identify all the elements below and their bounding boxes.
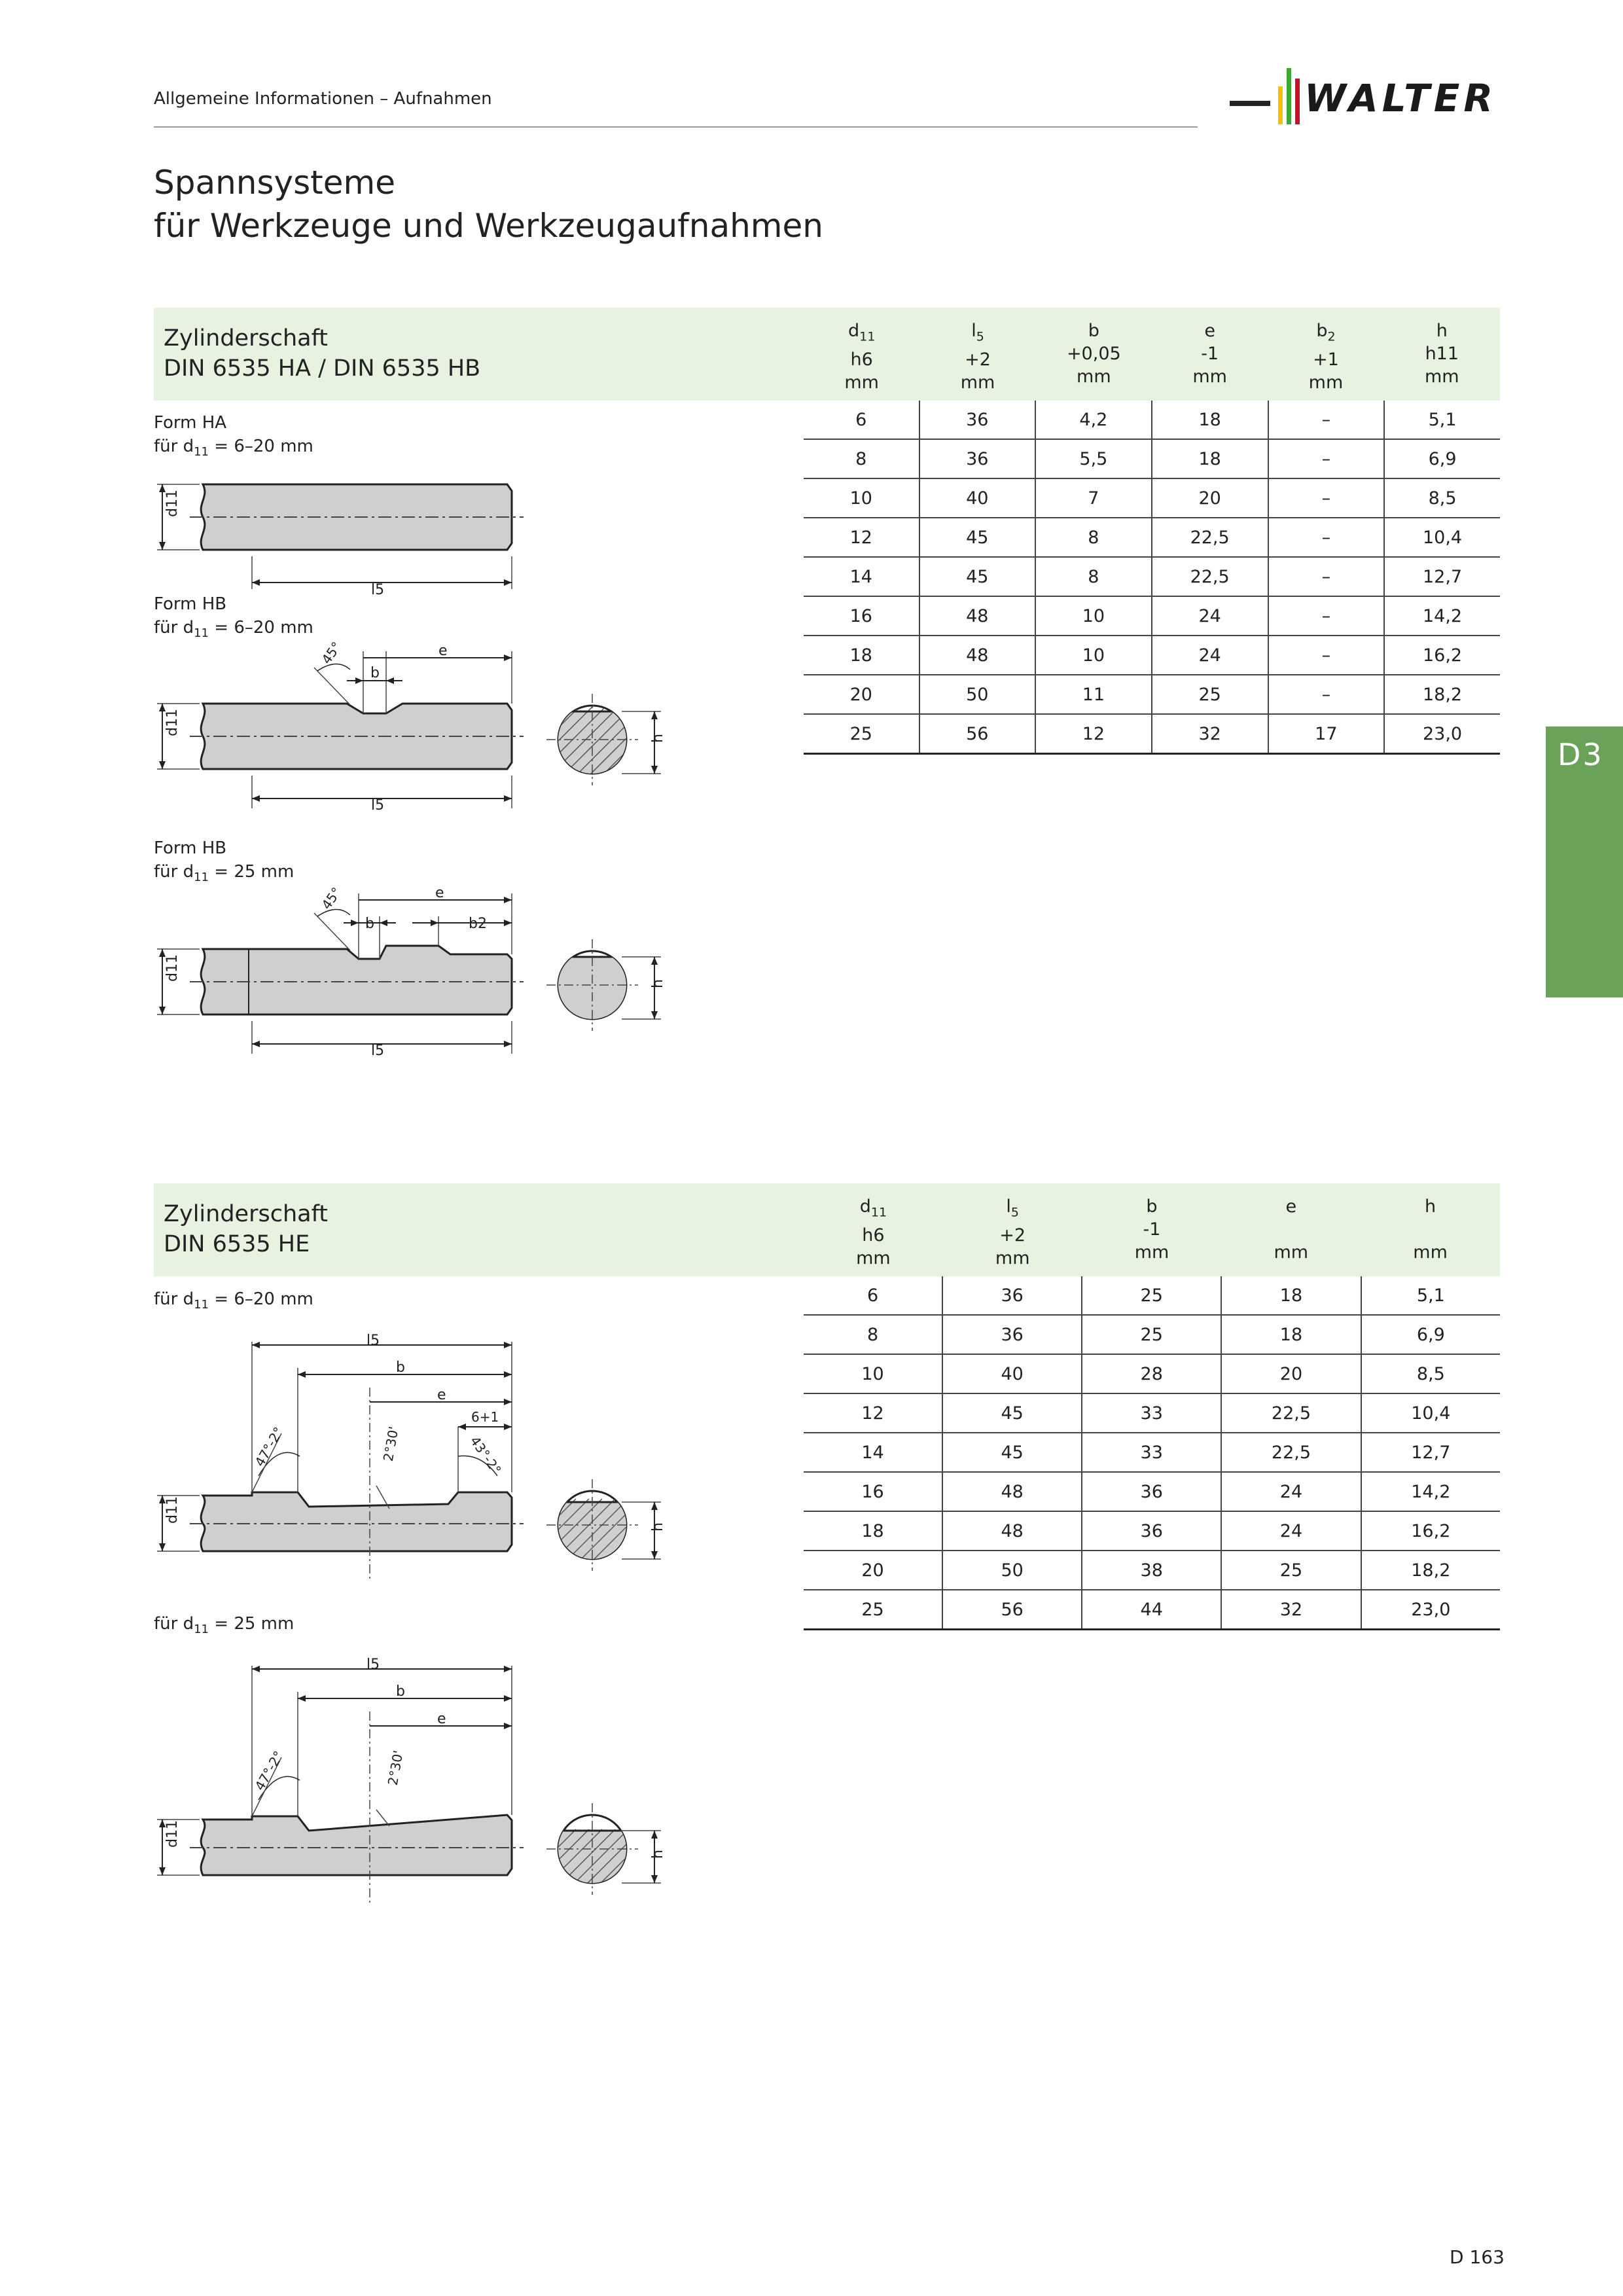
label-d11: d11 [164, 1496, 181, 1524]
column-header [1152, 319, 1268, 394]
column-symbol: b [1146, 1196, 1158, 1217]
column-unit: mm [844, 372, 879, 393]
column-tolerance: h6 [850, 350, 873, 370]
table-row [804, 1551, 1500, 1590]
table-cell: 10 [804, 478, 919, 518]
column-symbol: $d_{11}$ [848, 321, 876, 344]
table-row [804, 439, 1500, 478]
drawing-form-hb-25 [151, 877, 687, 1060]
side-tab-d3 [1546, 726, 1623, 997]
table-cell: 12 [804, 1393, 942, 1433]
column-unit: mm [1192, 367, 1227, 387]
column-symbol: h [1425, 1196, 1436, 1217]
table-cell: 5,1 [1384, 401, 1500, 439]
table-row [804, 636, 1500, 675]
column-symbol: e [1204, 321, 1215, 341]
table-cell: 7 [1035, 478, 1152, 518]
caption-range: für $d_{11} = 6-20$ mm [154, 1289, 313, 1312]
column-tolerance [1361, 1218, 1500, 1241]
table-cell: 18 [804, 636, 919, 675]
column-unit: mm [856, 1248, 891, 1269]
caption-form-ha [154, 411, 313, 464]
table-row [804, 1393, 1500, 1433]
table-cell: 38 [1082, 1551, 1221, 1590]
caption-range: für $d_{11} = 6-20$ mm [154, 618, 313, 641]
table-cell: 22,5 [1152, 557, 1268, 596]
label-b: b [370, 665, 380, 681]
caption-form-label: Form HB [154, 594, 227, 614]
label-e: e [437, 1711, 446, 1727]
table-cell: 50 [919, 675, 1036, 714]
table-row [804, 1276, 1500, 1315]
logo-stripe-yellow [1278, 86, 1283, 124]
table-cell: 23,0 [1384, 714, 1500, 754]
table-cell: 24 [1152, 596, 1268, 636]
table-cell: 28 [1082, 1354, 1221, 1393]
column-header [804, 319, 919, 394]
column-symbol: e [1285, 1196, 1297, 1217]
label-h: h [650, 734, 666, 743]
table-cell: 36 [1082, 1472, 1221, 1511]
table-cell: 40 [919, 478, 1036, 518]
table-cell: 25 [1152, 675, 1268, 714]
table-cell: 22,5 [1221, 1393, 1361, 1433]
table-cell: – [1268, 675, 1385, 714]
table-cell: 18,2 [1361, 1551, 1500, 1590]
title-line-2: für Werkzeuge und Werkzeugaufnahmen [154, 207, 823, 245]
label-d11: d11 [164, 1820, 181, 1848]
table-cell: 45 [919, 557, 1036, 596]
label-angle47: 47°-2° [251, 1748, 287, 1793]
label-d11: d11 [164, 954, 181, 982]
table-cell: 23,0 [1361, 1590, 1500, 1630]
table-cell: 18 [804, 1511, 942, 1551]
table-cell: 14,2 [1384, 596, 1500, 636]
table-cell: 32 [1152, 714, 1268, 754]
table-cell: 12,7 [1361, 1433, 1500, 1472]
page-number: D 163 [1450, 2246, 1505, 2268]
column-header [1221, 1195, 1361, 1270]
table-cell: 6,9 [1361, 1315, 1500, 1354]
column-header [1036, 319, 1152, 394]
table-row [804, 518, 1500, 557]
logo-stripe-red [1295, 79, 1300, 124]
column-symbol: h [1436, 321, 1448, 341]
drawing-form-ha [151, 465, 543, 596]
column-tolerance: +1 [1313, 350, 1339, 370]
table-cell: – [1268, 439, 1385, 478]
table-row [804, 1315, 1500, 1354]
table-cell: 12 [1035, 714, 1152, 754]
column-symbol: b [1088, 321, 1099, 341]
table-cell: 22,5 [1221, 1433, 1361, 1472]
table-row [804, 1511, 1500, 1551]
table-cell: 20 [1221, 1354, 1361, 1393]
table-cell: 25 [804, 714, 919, 754]
column-unit: mm [960, 372, 995, 393]
drawing-he-6-20 [151, 1329, 687, 1590]
table-cell: 22,5 [1152, 518, 1268, 557]
table-cell: 24 [1221, 1472, 1361, 1511]
column-header [1082, 1195, 1222, 1270]
table-cell: 45 [942, 1393, 1082, 1433]
table-row [804, 1590, 1500, 1630]
table-cell: 48 [919, 636, 1036, 675]
table-cell: 18 [1221, 1276, 1361, 1315]
table-row [804, 596, 1500, 636]
section2-table [804, 1276, 1500, 1630]
table-cell: 6 [804, 1276, 942, 1315]
table-cell: 8 [804, 1315, 942, 1354]
caption-he-6-20 [154, 1287, 313, 1317]
table-cell: 25 [1082, 1276, 1221, 1315]
table-cell: – [1268, 596, 1385, 636]
table-cell: 50 [942, 1551, 1082, 1590]
breadcrumb: Allgemeine Informationen – Aufnahmen [154, 89, 492, 109]
label-e: e [437, 1387, 446, 1403]
label-angle45: 45° [318, 884, 345, 913]
section1-table [804, 401, 1500, 755]
caption-range: für $d_{11} = 25$ mm [154, 862, 294, 885]
table-cell: 25 [804, 1590, 942, 1630]
label-d11: d11 [164, 490, 181, 517]
label-e: e [438, 643, 448, 659]
label-b: b [365, 916, 374, 932]
column-tolerance: h11 [1425, 344, 1459, 364]
table-cell: 8,5 [1384, 478, 1500, 518]
logo-bar-left [1230, 101, 1270, 106]
label-e: e [435, 885, 444, 901]
table-cell: 18 [1152, 401, 1268, 439]
table-cell: 8 [1035, 557, 1152, 596]
table-cell: 36 [942, 1315, 1082, 1354]
table-cell: 10 [1035, 636, 1152, 675]
label-d11: d11 [164, 709, 181, 736]
section1-title-line1: Zylinderschaft [164, 325, 328, 351]
column-header [943, 1195, 1082, 1270]
label-l5: l5 [371, 582, 385, 596]
table-cell: 20 [804, 1551, 942, 1590]
table-cell: 14,2 [1361, 1472, 1500, 1511]
section1-title [164, 323, 480, 384]
label-b: b [396, 1359, 405, 1376]
column-header [804, 1195, 943, 1270]
side-tab-label: D3 [1558, 737, 1604, 772]
section2-title [164, 1199, 328, 1259]
label-h: h [650, 1522, 666, 1532]
label-b2: b2 [469, 916, 487, 932]
title-line-1: Spannsysteme [154, 164, 396, 202]
column-unit: mm [1413, 1242, 1448, 1263]
table-cell: 18 [1152, 439, 1268, 478]
table-cell: 45 [919, 518, 1036, 557]
table-cell: 14 [804, 557, 919, 596]
walter-logo [1227, 60, 1502, 132]
section1-title-line2: DIN 6535 HA / DIN 6535 HB [164, 355, 481, 382]
section2-column-headers [804, 1195, 1500, 1270]
column-tolerance: -1 [1143, 1219, 1161, 1240]
section2-title-line2: DIN 6535 HE [164, 1231, 310, 1257]
section1-column-headers [804, 319, 1500, 394]
table-cell: 18,2 [1384, 675, 1500, 714]
table-row [804, 1472, 1500, 1511]
label-l5: l5 [366, 1657, 380, 1673]
caption-he-25 [154, 1612, 294, 1641]
table-cell: 8,5 [1361, 1354, 1500, 1393]
table-cell: – [1268, 478, 1385, 518]
table-cell: 18 [1221, 1315, 1361, 1354]
cross-section-hb-25 [546, 939, 666, 1031]
table-cell: 4,2 [1035, 401, 1152, 439]
table-cell: 16,2 [1384, 636, 1500, 675]
table-row [804, 557, 1500, 596]
label-angle43: 43°-2° [467, 1433, 505, 1478]
label-angle2: 2°30' [384, 1749, 406, 1787]
column-unit: mm [1308, 372, 1344, 393]
cross-section-he [546, 1479, 666, 1571]
label-angle47: 47°-2° [251, 1424, 287, 1469]
table-row [804, 401, 1500, 439]
table-cell: 33 [1082, 1393, 1221, 1433]
table-cell: 6,9 [1384, 439, 1500, 478]
table-cell: – [1268, 557, 1385, 596]
column-unit: mm [1134, 1242, 1169, 1263]
table-cell: 16 [804, 1472, 942, 1511]
label-angle45: 45° [318, 639, 345, 668]
table-cell: 48 [942, 1511, 1082, 1551]
table-cell: – [1268, 636, 1385, 675]
table-cell: 25 [1221, 1551, 1361, 1590]
table-cell: 56 [919, 714, 1036, 754]
table-row [804, 478, 1500, 518]
caption-form-label: Form HB [154, 838, 227, 858]
table-cell: 8 [804, 439, 919, 478]
table-row [804, 1354, 1500, 1393]
table-row [804, 1433, 1500, 1472]
column-symbol: $b_2$ [1316, 321, 1336, 344]
drawing-he-25 [151, 1653, 687, 1914]
logo-stripe-green [1287, 68, 1291, 124]
table-cell: 24 [1221, 1511, 1361, 1551]
column-symbol: $l_5$ [971, 321, 984, 344]
table-cell: 33 [1082, 1433, 1221, 1472]
column-header [1384, 319, 1500, 394]
column-unit: mm [995, 1248, 1030, 1269]
table-cell: 12 [804, 518, 919, 557]
table-cell: 11 [1035, 675, 1152, 714]
column-unit: mm [1274, 1242, 1309, 1263]
label-dim61: 6+1 [471, 1409, 499, 1425]
section2-header [154, 1183, 1500, 1276]
table-cell: 10,4 [1361, 1393, 1500, 1433]
table-cell: 56 [942, 1590, 1082, 1630]
table-cell: 20 [1152, 478, 1268, 518]
cross-section-hb [546, 691, 666, 785]
column-header [919, 319, 1035, 394]
caption-range: für $d_{11} = 6-20$ mm [154, 437, 313, 459]
column-header [1361, 1195, 1500, 1270]
header-divider [154, 126, 1198, 128]
section1-header [154, 308, 1500, 401]
column-unit: mm [1077, 367, 1111, 387]
column-symbol: $d_{11}$ [859, 1196, 887, 1220]
table-cell: 16 [804, 596, 919, 636]
table-cell: 20 [804, 675, 919, 714]
table-cell: 16,2 [1361, 1511, 1500, 1551]
table-cell: 5,1 [1361, 1276, 1500, 1315]
page-title [154, 161, 823, 247]
table-cell: 48 [919, 596, 1036, 636]
table-cell: 10 [804, 1354, 942, 1393]
table-cell: 40 [942, 1354, 1082, 1393]
table-cell: 36 [919, 439, 1036, 478]
table-row [804, 675, 1500, 714]
table-cell: 44 [1082, 1590, 1221, 1630]
column-tolerance: +0,05 [1066, 344, 1121, 364]
table-cell: – [1268, 518, 1385, 557]
cross-section-he-25 [546, 1803, 666, 1896]
table-cell: 32 [1221, 1590, 1361, 1630]
caption-range: für $d_{11} = 25$ mm [154, 1614, 294, 1637]
logo-wordmark: WALTER [1304, 76, 1497, 120]
label-l5: l5 [371, 1043, 385, 1059]
column-unit: mm [1425, 367, 1459, 387]
label-b: b [396, 1683, 405, 1700]
table-cell: 24 [1152, 636, 1268, 675]
column-tolerance: +2 [965, 350, 991, 370]
label-l5: l5 [371, 797, 385, 814]
column-tolerance [1221, 1218, 1361, 1241]
column-tolerance: h6 [862, 1225, 885, 1246]
table-cell: 36 [919, 401, 1036, 439]
column-tolerance: +2 [999, 1225, 1026, 1246]
table-cell: 10 [1035, 596, 1152, 636]
section2-title-line1: Zylinderschaft [164, 1201, 328, 1227]
table-cell: 17 [1268, 714, 1385, 754]
column-header [1268, 319, 1383, 394]
table-cell: 10,4 [1384, 518, 1500, 557]
table-cell: 5,5 [1035, 439, 1152, 478]
table-cell: 8 [1035, 518, 1152, 557]
label-h: h [650, 979, 666, 988]
table-cell: – [1268, 401, 1385, 439]
column-symbol: $l_5$ [1006, 1196, 1019, 1220]
table-cell: 45 [942, 1433, 1082, 1472]
drawing-form-hb-6-20 [151, 632, 687, 815]
table-row [804, 714, 1500, 754]
caption-form-label: Form HA [154, 413, 227, 433]
table-cell: 14 [804, 1433, 942, 1472]
label-angle2: 2°30' [380, 1425, 402, 1463]
table-cell: 36 [942, 1276, 1082, 1315]
table-cell: 36 [1082, 1511, 1221, 1551]
table-cell: 48 [942, 1472, 1082, 1511]
column-tolerance: -1 [1201, 344, 1219, 364]
table-cell: 25 [1082, 1315, 1221, 1354]
label-l5: l5 [366, 1333, 380, 1349]
label-h: h [650, 1850, 666, 1859]
table-cell: 6 [804, 401, 919, 439]
table-cell: 12,7 [1384, 557, 1500, 596]
